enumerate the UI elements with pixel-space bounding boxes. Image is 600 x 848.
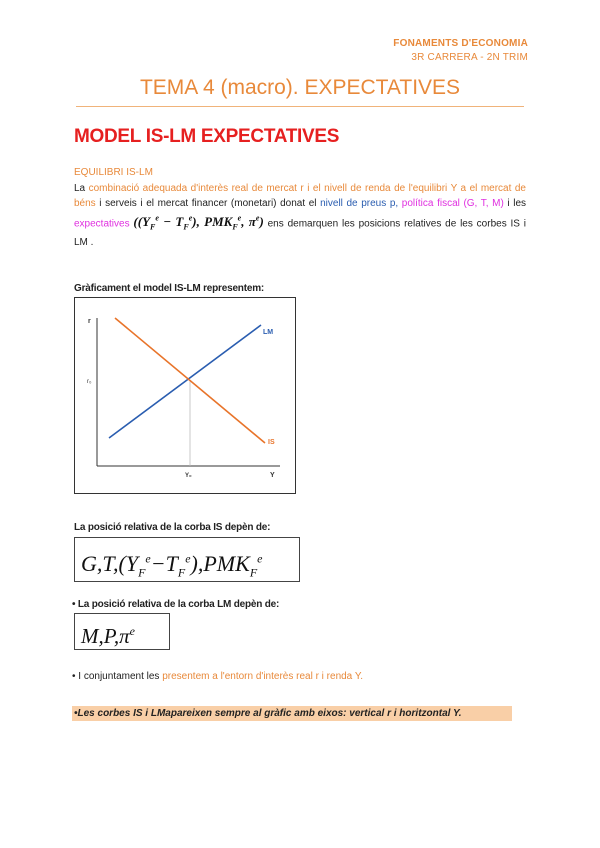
graph-caption: Gràficament el model IS-LM representem: xyxy=(74,283,265,294)
expectations-formula: ($(Y_F^e - T_F^e)$, $PMK_F^e$, $\pi^e$) xyxy=(133,214,264,232)
title-divider xyxy=(76,106,524,107)
para-text-1: La xyxy=(74,183,86,194)
bullet-highlight: presentem a l'entorn d'interès real r i renda Y. xyxy=(162,671,364,682)
para-text-2: i serveis i el mercat financer (monetari) donat el xyxy=(99,198,317,209)
para-highlight-combination: combinació adequada d'interès real de mercat r i el nivell de renda de l'equilibri Y a el mercat de béns xyxy=(74,183,526,209)
y-axis-label: r xyxy=(88,318,91,325)
is-formula-box xyxy=(74,537,300,582)
lm-formula: $M,P,\pi^e$ xyxy=(81,624,135,648)
is-lm-svg xyxy=(75,298,295,493)
is-formula: $G,T,(Y_F^e-T_F^e),PMK_F^e$ xyxy=(81,551,263,580)
header-course: FONAMENTS D'ECONOMIA xyxy=(393,38,528,49)
bullet-text: • I conjuntament les xyxy=(72,671,160,682)
lm-caption: • La posició relativa de la corba LM depèn de: xyxy=(72,599,280,610)
lm-label: LM xyxy=(263,329,274,336)
intro-paragraph xyxy=(74,181,526,250)
is-caption: La posició relativa de la corba IS depèn de: xyxy=(74,522,271,533)
r0-label: r₀ xyxy=(87,379,92,385)
x-axis-label: Y xyxy=(270,472,275,479)
lm-formula-box xyxy=(74,613,170,650)
para-highlight-expectations: expectatives xyxy=(74,218,130,230)
is-lm-graph xyxy=(74,297,296,494)
header-term: 3R CARRERA - 2N TRIM xyxy=(411,52,528,63)
para-highlight-prices: nivell de preus p, xyxy=(320,198,399,209)
axes-note: •Les corbes IS i LMapareixen sempre al gràfic amb eixos: vertical r i horitzontal Y. xyxy=(72,706,512,721)
is-label: IS xyxy=(268,439,275,446)
para-text-3: i les xyxy=(507,198,527,209)
para-highlight-policy: política fiscal (G, T, M) xyxy=(401,198,504,209)
section-title: MODEL IS-LM EXPECTATIVES xyxy=(74,126,340,147)
bullet-line xyxy=(72,671,363,682)
page-title: TEMA 4 (macro). EXPECTATIVES xyxy=(139,76,461,99)
y0-label: Y₀ xyxy=(185,473,192,479)
subheading: EQUILIBRI IS-LM xyxy=(74,167,153,178)
para-text-4: ens demarquen les posicions relatives de les corbes IS i LM . xyxy=(74,218,526,248)
